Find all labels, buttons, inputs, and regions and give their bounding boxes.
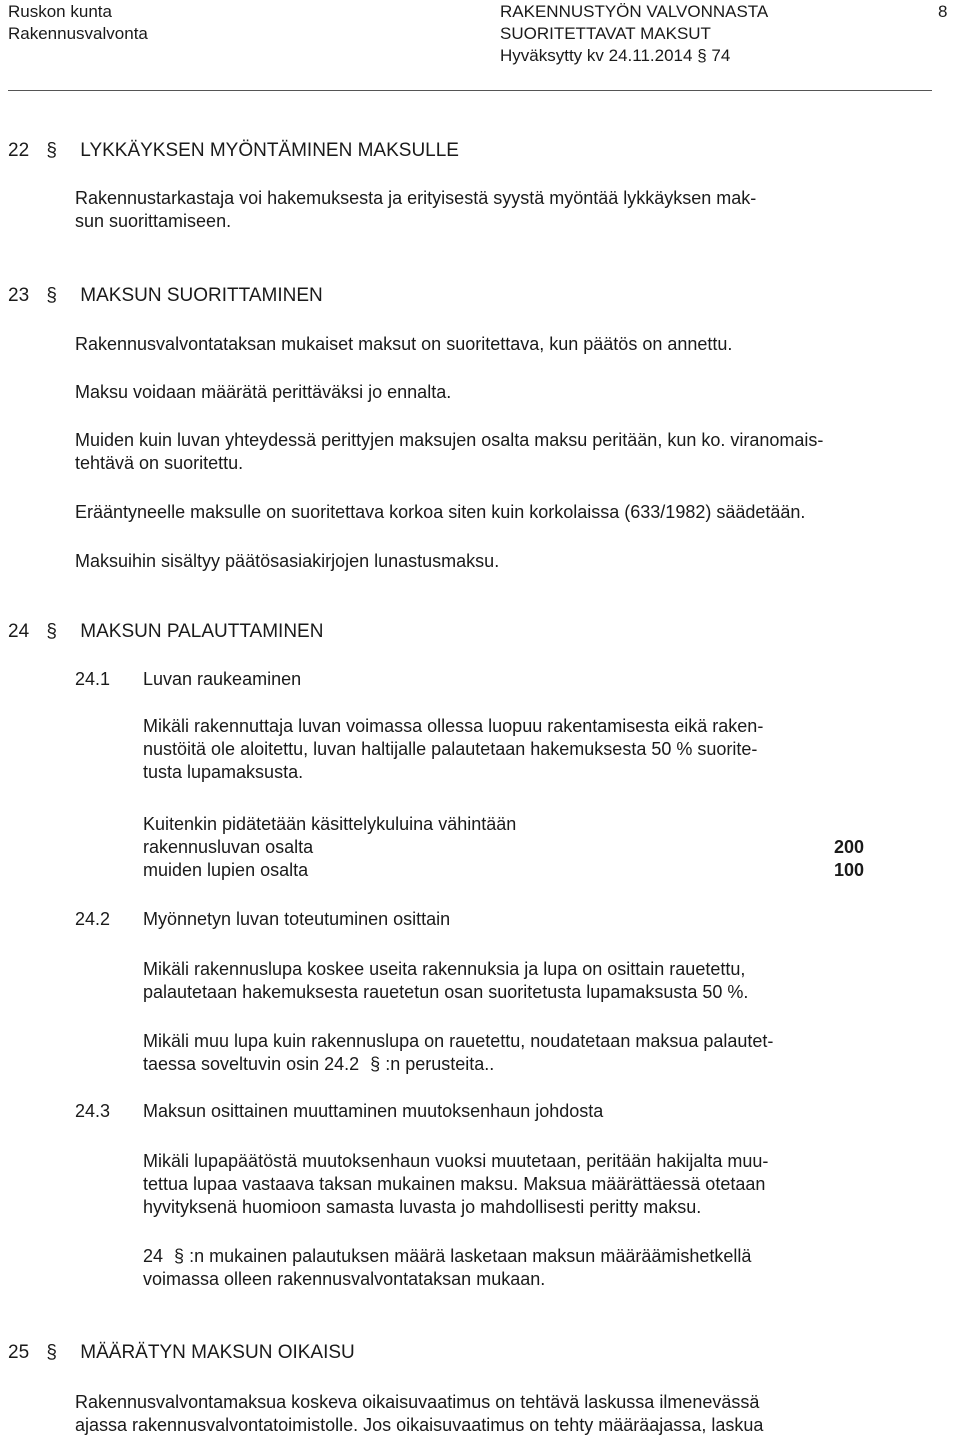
section-title: LYKKÄYKSEN MYÖNTÄMINEN MAKSULLE [80,140,459,161]
paragraph-line: ajassa rakennusvalvontatoimistolle. Jos oikaisuvaatimus on tehty määräajassa, laskua [75,1415,764,1435]
header-approved [500,46,730,66]
section-mark: § [46,1342,57,1363]
paragraph-line: voimassa olleen rakennusvalvontataksan mukaan. [143,1269,546,1289]
subsection-24-2-number: 24.2 [75,909,111,929]
section-mark: § [174,1246,185,1266]
section-number: 24 [8,621,30,642]
section-mark: § [46,621,57,642]
approved-section-mark: § [697,46,707,65]
paragraph-line: Mikäli lupapäätöstä muutoksenhaun vuoksi muutetaan, peritään hakijalta muu- [143,1151,769,1171]
paragraph-line [143,1053,494,1076]
header-title: RAKENNUSTYÖN VALVONNASTA [500,2,769,21]
paragraph: Erääntyneelle maksulle on suoritettava korkoa siten kuin korkolaissa (633/1982) säädetään. [75,502,806,522]
section-title: MAKSUN SUORITTAMINEN [80,285,323,306]
section-mark: § [46,285,57,306]
paragraph: Kuitenkin pidätetään käsittelykuluina vähintään [143,814,517,834]
section-number: 22 [8,140,30,161]
paragraph-line: tehtävä on suoritettu. [75,453,244,473]
paragraph-line: Mikäli rakennuttaja luvan voimassa ollessa luopuu rakentamisesta eikä raken- [143,716,764,736]
section-24-heading [8,621,323,643]
section-23-heading [8,285,323,307]
subsection-24-1-title: Luvan raukeaminen [143,669,302,689]
section-mark: § [370,1054,381,1074]
section-25-heading [8,1342,355,1364]
section-title: MAKSUN PALAUTTAMINEN [80,621,324,642]
fee-amount: 200 [834,837,865,857]
paragraph-line: Mikäli muu lupa kuin rakennuslupa on rauetettu, noudatetaan maksua palautet- [143,1031,774,1051]
section-number: 23 [8,285,30,306]
paragraph-line: tettua lupaa vastaava taksan mukainen maksu. Maksua määrättäessä otetaan [143,1174,766,1194]
paragraph-line: sun suorittamiseen. [75,211,232,231]
header-subtitle: SUORITETTAVAT MAKSUT [500,24,711,43]
paragraph-line: nustöitä ole aloitettu, luvan haltijalle palautetaan hakemuksesta 50 % suorite- [143,739,758,759]
approved-section-num: 74 [711,46,731,65]
section-22-heading [8,140,459,162]
header-divider [8,90,932,91]
paragraph: Rakennusvalvontataksan mukaiset maksut on suoritettava, kun päätös on annettu. [75,334,733,354]
paragraph: Maksu voidaan määrätä perittäväksi jo ennalta. [75,382,452,402]
text-fragment: taessa soveltuvin osin 24.2 [143,1054,360,1074]
subsection-24-3-title: Maksun osittainen muuttaminen muutoksenhaun johdosta [143,1101,604,1121]
paragraph: Maksuihin sisältyy päätösasiakirjojen lunastusmaksu. [75,551,500,571]
section-mark: § [46,140,57,161]
paragraph-line: Mikäli rakennuslupa koskee useita rakennuksia ja lupa on osittain rauetettu, [143,959,746,979]
section-title: MÄÄRÄTYN MAKSUN OIKAISU [80,1342,355,1363]
header-dept: Rakennusvalvonta [8,24,148,43]
paragraph-line: palautetaan hakemuksesta rauetetun osan suoritetusta lupamaksusta 50 %. [143,982,749,1002]
page-number: 8 [938,2,948,21]
subsection-24-3-number: 24.3 [75,1101,111,1121]
paragraph-line: hyvityksenä huomioon samasta luvasta jo mahdollisesti peritty maksu. [143,1197,702,1217]
paragraph-line: Rakennustarkastaja voi hakemuksesta ja erityisestä syystä myöntää lykkäyksen mak- [75,188,757,208]
text-fragment: 24 [143,1246,164,1266]
paragraph-line: Rakennusvalvontamaksua koskeva oikaisuvaatimus on tehtävä laskussa ilmenevässä [75,1392,760,1412]
text-fragment: :n mukainen palautuksen määrä lasketaan maksun määräämishetkellä [189,1246,752,1266]
header-org: Ruskon kunta [8,2,112,21]
fee-label: rakennusluvan osalta [143,837,314,857]
subsection-24-1-number: 24.1 [75,669,111,689]
fee-amount: 100 [834,860,865,880]
paragraph-line: tusta lupamaksusta. [143,762,304,782]
paragraph-line [143,1245,751,1268]
fee-label: muiden lupien osalta [143,860,309,880]
subsection-24-2-title: Myönnetyn luvan toteutuminen osittain [143,909,451,929]
paragraph-line: Muiden kuin luvan yhteydessä perittyjen maksujen osalta maksu peritään, kun ko. viranomais- [75,430,824,450]
section-number: 25 [8,1342,30,1363]
approved-text: Hyväksytty kv 24.11.2014 [500,46,693,65]
text-fragment: :n perusteita.. [385,1054,495,1074]
